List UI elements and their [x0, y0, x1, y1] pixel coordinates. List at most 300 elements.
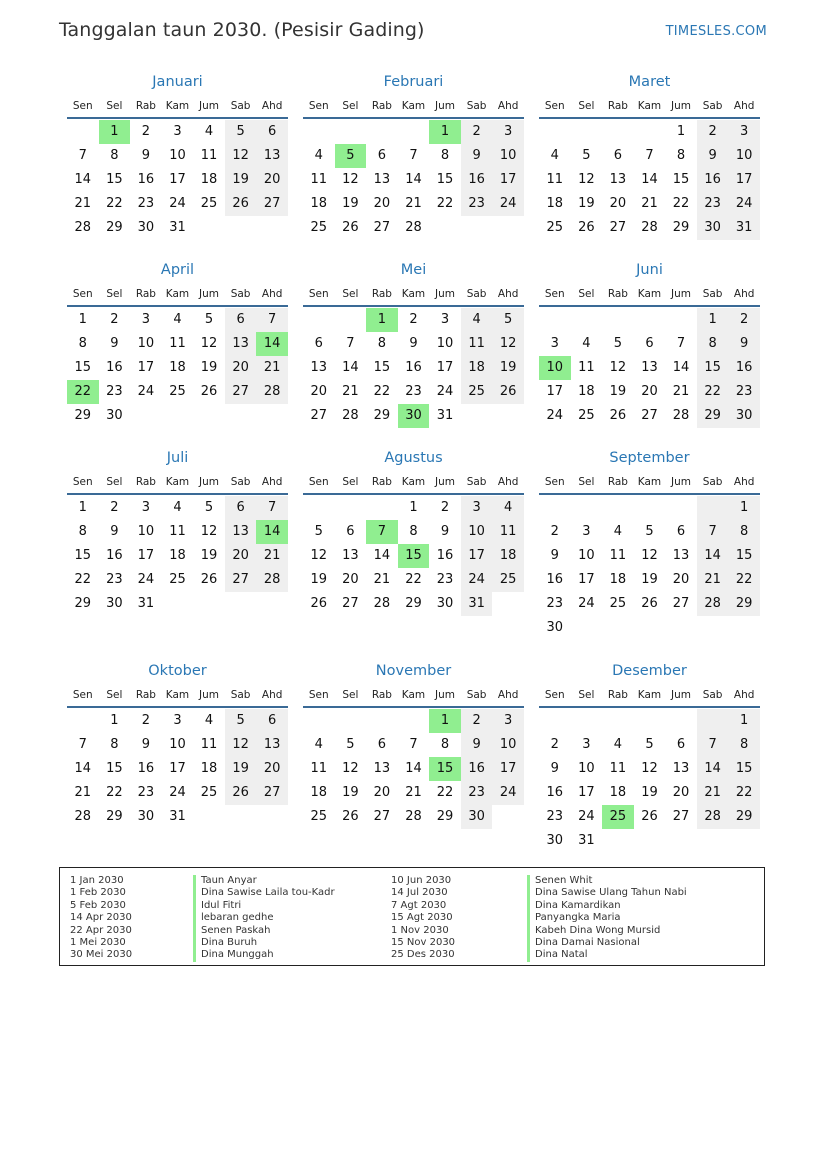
weekday-label: Kam [637, 689, 662, 701]
day-cell: 12 [200, 336, 218, 351]
day-cell: 23 [106, 384, 123, 399]
day-cell: 22 [67, 380, 99, 404]
empty-cell [665, 496, 697, 520]
day-cell: 6 [346, 524, 355, 539]
day-cell: 5 [225, 120, 257, 144]
weekday-label: Sel [578, 288, 595, 300]
weekday-label: Jum [671, 100, 692, 112]
day-cell: 25 [310, 809, 328, 824]
day-cell: 4 [204, 124, 214, 139]
day-cell: 23 [106, 572, 123, 587]
legend-name: Dina Sawise Laila tou-Kadr [193, 887, 335, 899]
weekday-label: Sel [106, 288, 123, 300]
legend-name: Senen Whit [527, 875, 687, 887]
day-cell: 4 [582, 336, 591, 351]
day-cell: 15 [106, 761, 123, 776]
empty-cell [697, 709, 729, 733]
day-cell: 1 [99, 120, 131, 144]
weekday-label: Rab [135, 476, 156, 488]
empty-cell [335, 120, 367, 144]
day-cell: 19 [310, 572, 328, 587]
weekday-header [67, 474, 288, 495]
day-cell: 1 [78, 500, 87, 515]
month-september [539, 448, 760, 640]
day-cell: 29 [728, 592, 760, 616]
day-cell: 5 [645, 737, 654, 752]
day-cell: 14 [373, 548, 391, 563]
day-cell: 19 [200, 548, 218, 563]
day-cell: 24 [137, 572, 155, 587]
month-agustus [303, 448, 524, 616]
day-cell: 3 [440, 312, 450, 327]
weekday-header [303, 98, 524, 119]
day-cell: 9 [110, 524, 119, 539]
day-cell: 7 [346, 336, 355, 351]
weekday-label: Sen [308, 288, 329, 300]
day-cell: 28 [342, 408, 359, 423]
weekday-label: Ahd [733, 288, 755, 300]
day-cell: 30 [697, 216, 729, 240]
day-cell: 3 [550, 336, 559, 351]
day-cell: 7 [256, 496, 288, 520]
day-cell: 19 [225, 757, 257, 781]
empty-cell [162, 404, 194, 428]
day-cell: 29 [106, 809, 123, 824]
day-cell: 12 [578, 172, 595, 187]
day-cell: 3 [173, 124, 182, 139]
day-cell: 19 [578, 196, 595, 211]
legend-date: 22 Apr 2030 [70, 924, 132, 936]
day-cell: 30 [436, 596, 454, 611]
day-cell: 31 [169, 809, 186, 824]
day-cell: 12 [609, 360, 627, 375]
day-cell: 25 [200, 196, 218, 211]
day-cell: 7 [697, 733, 729, 757]
weekday-label: Rab [135, 288, 156, 300]
day-cell: 25 [169, 572, 186, 587]
day-cell: 9 [141, 737, 151, 752]
day-cell: 20 [310, 384, 328, 399]
day-cell: 18 [310, 785, 328, 800]
weekday-label: Sab [702, 689, 723, 701]
day-cell: 27 [672, 596, 690, 611]
day-cell: 21 [672, 384, 690, 399]
weekday-label: Sen [544, 689, 565, 701]
weekday-label: Sab [466, 476, 487, 488]
page-title: Tanggalan taun 2030. (Pesisir Gading) [59, 19, 425, 41]
weekday-header [303, 286, 524, 307]
day-cell: 12 [225, 733, 257, 757]
day-cell: 9 [550, 548, 559, 563]
day-cell: 5 [335, 144, 367, 168]
day-cell: 17 [492, 757, 524, 781]
empty-cell [571, 709, 603, 733]
legend-right-dates [391, 875, 455, 962]
day-cell: 30 [546, 620, 564, 635]
legend-date: 15 Nov 2030 [391, 936, 456, 948]
weekday-label: Sen [72, 100, 93, 112]
day-cell: 14 [256, 332, 288, 356]
empty-cell [697, 496, 729, 520]
empty-cell [130, 404, 162, 428]
empty-cell [225, 592, 257, 616]
day-cell: 16 [728, 356, 760, 380]
empty-cell [366, 496, 398, 520]
legend-name: Dina Damai Nasional [527, 937, 687, 949]
empty-cell [461, 404, 493, 428]
day-cell: 2 [697, 120, 729, 144]
legend-date: 25 Des 2030 [391, 949, 455, 961]
day-cell: 28 [373, 596, 391, 611]
empty-cell [571, 120, 603, 144]
weekday-label: Sab [230, 476, 251, 488]
day-cell: 25 [200, 785, 218, 800]
legend-date: 10 Jun 2030 [391, 875, 452, 886]
weekday-label: Ahd [497, 288, 519, 300]
empty-cell [193, 805, 225, 829]
day-cell: 15 [728, 757, 760, 781]
weekday-label: Rab [607, 689, 628, 701]
weekday-label: Sel [578, 476, 595, 488]
day-cell: 11 [609, 548, 627, 563]
day-cell: 19 [492, 356, 524, 380]
day-cell: 4 [173, 500, 182, 515]
legend-name: Dina Buruh [193, 937, 335, 949]
day-cell: 3 [582, 737, 591, 752]
day-cell: 1 [429, 120, 461, 144]
weekday-label: Sel [342, 100, 359, 112]
empty-cell [602, 308, 634, 332]
day-cell: 13 [342, 548, 359, 563]
day-cell: 27 [641, 408, 658, 423]
day-cell: 16 [106, 548, 123, 563]
day-cell: 30 [137, 809, 155, 824]
day-cell: 20 [256, 757, 288, 781]
legend-name: Kabeh Dina Wong Mursid [527, 925, 687, 937]
day-cell: 30 [546, 833, 564, 848]
day-cell: 11 [546, 172, 564, 187]
weekday-label: Ahd [261, 288, 283, 300]
day-cell: 8 [110, 148, 119, 163]
day-cell: 7 [409, 737, 418, 752]
weekday-label: Ahd [497, 100, 519, 112]
weekday-label: Sel [106, 689, 123, 701]
day-cell: 10 [539, 356, 571, 380]
day-cell: 17 [546, 384, 564, 399]
day-cell: 17 [578, 785, 595, 800]
weekday-label: Jum [435, 689, 456, 701]
legend-name: Dina Kamardikan [527, 900, 687, 912]
day-cell: 3 [141, 312, 151, 327]
day-cell: 21 [74, 196, 92, 211]
day-cell: 24 [461, 568, 493, 592]
weekday-label: Kam [637, 100, 662, 112]
day-cell: 2 [141, 713, 151, 728]
day-cell: 1 [728, 496, 760, 520]
day-cell: 29 [106, 220, 123, 235]
empty-cell [303, 709, 335, 733]
month-name: Februari [383, 74, 444, 90]
weekday-label: Sab [466, 689, 487, 701]
weekday-header [303, 474, 524, 495]
weekday-header [67, 286, 288, 307]
day-cell: 16 [106, 360, 123, 375]
day-cell: 8 [78, 336, 87, 351]
day-cell: 13 [225, 332, 257, 356]
day-cell: 28 [405, 220, 422, 235]
day-cell: 20 [342, 572, 359, 587]
day-cell: 19 [641, 785, 658, 800]
empty-cell [728, 616, 760, 640]
weekday-label: Sen [308, 689, 329, 701]
day-cell: 26 [641, 596, 658, 611]
empty-cell [335, 308, 367, 332]
weekday-label: Rab [371, 476, 392, 488]
month-november [303, 661, 524, 829]
legend-date: 15 Agt 2030 [391, 912, 453, 924]
day-cell: 18 [169, 548, 186, 563]
month-name: September [609, 450, 690, 466]
empty-cell [256, 592, 288, 616]
day-cell: 17 [728, 168, 760, 192]
day-cell: 29 [728, 805, 760, 829]
day-cell: 28 [256, 568, 288, 592]
empty-cell [602, 496, 634, 520]
day-cell: 20 [225, 356, 257, 380]
day-cell: 26 [310, 596, 328, 611]
day-cell: 29 [373, 408, 391, 423]
empty-cell [602, 829, 634, 853]
month-desember [539, 661, 760, 853]
empty-cell [256, 805, 288, 829]
weekday-label: Jum [199, 689, 220, 701]
weekday-label: Sen [308, 100, 329, 112]
weekday-label: Sab [230, 689, 251, 701]
day-cell: 21 [697, 568, 729, 592]
day-cell: 8 [110, 737, 119, 752]
weekday-label: Sab [230, 100, 251, 112]
day-cell: 20 [641, 384, 658, 399]
day-cell: 1 [366, 308, 398, 332]
day-cell: 24 [492, 192, 524, 216]
day-cell: 20 [373, 785, 391, 800]
day-cell: 19 [342, 196, 359, 211]
empty-cell [461, 216, 493, 240]
day-cell: 11 [461, 332, 493, 356]
day-cell: 17 [578, 572, 595, 587]
day-cell: 15 [728, 544, 760, 568]
day-cell: 8 [78, 524, 87, 539]
empty-cell [634, 308, 666, 332]
day-cell: 10 [436, 336, 454, 351]
legend-date: 1 Jan 2030 [70, 875, 124, 886]
empty-cell [602, 120, 634, 144]
day-cell: 11 [492, 520, 524, 544]
day-cell: 2 [461, 709, 493, 733]
day-cell: 25 [461, 380, 493, 404]
day-cell: 27 [310, 408, 328, 423]
day-cell: 8 [728, 733, 760, 757]
empty-cell [539, 308, 571, 332]
weekday-header [67, 687, 288, 708]
day-cell: 15 [697, 356, 729, 380]
day-cell: 8 [377, 336, 387, 351]
day-cell: 30 [728, 404, 760, 428]
day-cell: 31 [578, 833, 595, 848]
day-cell: 26 [609, 408, 627, 423]
day-cell: 27 [609, 220, 627, 235]
day-cell: 16 [546, 572, 564, 587]
weekday-label: Jum [199, 288, 220, 300]
empty-cell [303, 120, 335, 144]
month-mei [303, 260, 524, 428]
weekday-label: Ahd [733, 689, 755, 701]
empty-cell [303, 308, 335, 332]
day-cell: 28 [672, 408, 690, 423]
day-cell: 31 [169, 220, 186, 235]
day-cell: 1 [429, 709, 461, 733]
empty-cell [67, 709, 99, 733]
brand-link[interactable]: TIMESLES.COM [665, 24, 767, 39]
weekday-label: Kam [165, 689, 190, 701]
day-cell: 4 [492, 496, 524, 520]
day-cell: 18 [492, 544, 524, 568]
day-cell: 3 [492, 709, 524, 733]
weekday-header [539, 98, 760, 119]
day-cell: 27 [256, 192, 288, 216]
day-cell: 9 [550, 761, 559, 776]
day-cell: 22 [728, 781, 760, 805]
legend-date: 7 Agt 2030 [391, 899, 447, 911]
day-cell: 2 [461, 120, 493, 144]
day-cell: 20 [672, 785, 690, 800]
day-cell: 28 [405, 809, 422, 824]
day-cell: 2 [440, 500, 450, 515]
day-cell: 21 [256, 356, 288, 380]
month-name: Oktober [148, 663, 207, 679]
day-cell: 12 [641, 548, 658, 563]
day-cell: 11 [169, 336, 186, 351]
day-cell: 24 [546, 408, 564, 423]
month-name: November [375, 663, 452, 679]
day-cell: 22 [74, 572, 92, 587]
empty-cell [67, 120, 99, 144]
day-cell: 22 [728, 568, 760, 592]
day-cell: 20 [256, 168, 288, 192]
weekday-label: Kam [401, 476, 426, 488]
legend-date: 1 Mei 2030 [70, 936, 126, 948]
weekday-label: Ahd [497, 689, 519, 701]
day-cell: 17 [137, 548, 155, 563]
weekday-label: Ahd [261, 476, 283, 488]
weekday-label: Ahd [261, 100, 283, 112]
weekday-label: Ahd [497, 476, 519, 488]
day-cell: 25 [310, 220, 328, 235]
legend-name: Dina Natal [527, 949, 687, 961]
day-cell: 14 [405, 761, 422, 776]
day-cell: 30 [137, 220, 155, 235]
day-cell: 8 [697, 332, 729, 356]
day-cell: 21 [405, 785, 422, 800]
day-cell: 10 [578, 761, 595, 776]
day-cell: 18 [546, 196, 564, 211]
empty-cell [539, 496, 571, 520]
empty-cell [539, 709, 571, 733]
day-cell: 23 [546, 596, 564, 611]
day-cell: 3 [492, 120, 524, 144]
day-cell: 16 [461, 757, 493, 781]
weekday-header [67, 98, 288, 119]
day-cell: 2 [141, 124, 151, 139]
weekday-header [303, 687, 524, 708]
day-cell: 19 [342, 785, 359, 800]
day-cell: 2 [728, 308, 760, 332]
day-cell: 5 [346, 737, 355, 752]
empty-cell [366, 120, 398, 144]
day-cell: 26 [200, 572, 218, 587]
empty-cell [193, 592, 225, 616]
weekday-label: Sen [544, 288, 565, 300]
day-cell: 24 [137, 384, 155, 399]
empty-cell [728, 829, 760, 853]
empty-cell [492, 216, 524, 240]
empty-cell [571, 496, 603, 520]
day-cell: 7 [645, 148, 654, 163]
day-cell: 14 [74, 761, 92, 776]
day-cell: 5 [204, 312, 214, 327]
empty-cell [697, 616, 729, 640]
weekday-header [539, 286, 760, 307]
day-cell: 10 [137, 336, 155, 351]
day-cell: 5 [582, 148, 591, 163]
legend-name: Dina Munggah [193, 949, 335, 961]
day-cell: 24 [436, 384, 454, 399]
day-cell: 7 [676, 336, 686, 351]
day-cell: 2 [550, 737, 559, 752]
legend-date: 5 Feb 2030 [70, 899, 126, 911]
day-cell: 2 [409, 312, 418, 327]
empty-cell [634, 496, 666, 520]
day-cell: 21 [342, 384, 359, 399]
day-cell: 11 [578, 360, 595, 375]
empty-cell [256, 404, 288, 428]
day-cell: 16 [461, 168, 493, 192]
day-cell: 22 [697, 380, 729, 404]
day-cell: 29 [405, 596, 422, 611]
weekday-label: Ahd [733, 100, 755, 112]
day-cell: 14 [697, 544, 729, 568]
day-cell: 6 [314, 336, 323, 351]
day-cell: 6 [256, 120, 288, 144]
day-cell: 18 [609, 572, 627, 587]
month-oktober [67, 661, 288, 829]
day-cell: 8 [409, 524, 418, 539]
day-cell: 15 [429, 757, 461, 781]
day-cell: 5 [314, 524, 323, 539]
day-cell: 10 [492, 144, 524, 168]
day-cell: 26 [578, 220, 595, 235]
weekday-label: Rab [371, 288, 392, 300]
day-cell: 18 [310, 196, 328, 211]
day-cell: 29 [697, 404, 729, 428]
weekday-label: Jum [671, 689, 692, 701]
empty-cell [335, 496, 367, 520]
day-cell: 12 [200, 524, 218, 539]
weekday-label: Kam [401, 100, 426, 112]
weekday-label: Jum [671, 288, 692, 300]
empty-cell [225, 216, 257, 240]
day-cell: 28 [697, 592, 729, 616]
